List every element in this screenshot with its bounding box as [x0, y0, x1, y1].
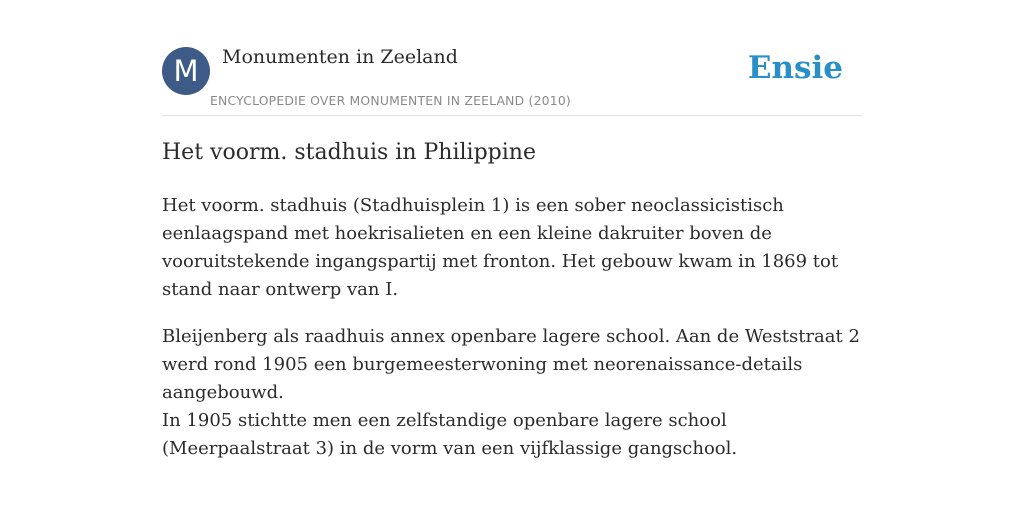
source-title-link[interactable]: Monumenten in Zeeland: [222, 46, 458, 68]
entry-title: Het voorm. stadhuis in Philippine: [162, 140, 536, 165]
ensie-logo[interactable]: Ensie: [747, 50, 843, 86]
entry-paragraph: Het voorm. stadhuis (Stadhuisplein 1) is een sober neoclassicistisch eenlaagspand met hoekrisalieten en een kleine dakruiter boven de vooruitstekende ingangspartij met fronton. Het gebouw kwam in 1869 tot stand naar ontwerp van I.: [162, 195, 839, 300]
entry-paragraph: In 1905 stichtte men een zelfstandige openbare lagere school (Meerpaalstraat 3) in de vorm van een vijfklassige gangschool.: [162, 410, 738, 459]
source-subtitle: ENCYCLOPEDIE OVER MONUMENTEN IN ZEELAND (2010): [210, 93, 571, 108]
source-avatar[interactable]: M: [162, 47, 210, 95]
header-divider: [162, 115, 862, 116]
entry-paragraph: Bleijenberg als raadhuis annex openbare lagere school. Aan de Weststraat 2 werd rond 1905 een burgemeesterwoning met neorenaissance-details aangebouwd.: [162, 326, 860, 403]
